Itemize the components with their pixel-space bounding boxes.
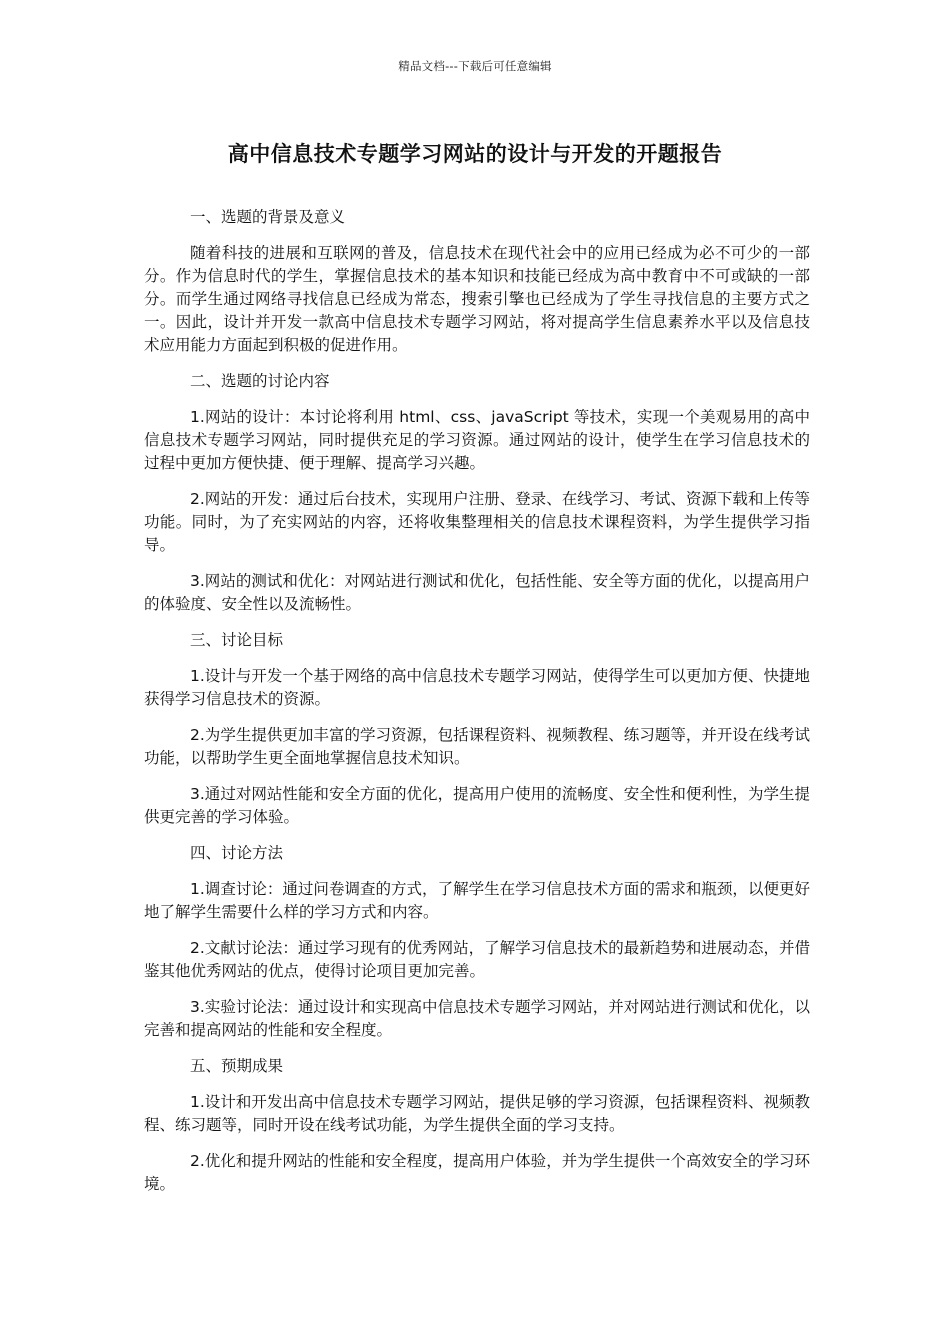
section-research-methods (144, 842, 810, 1042)
section-research-goals (144, 629, 810, 829)
section-heading: 四、讨论方法 (190, 844, 284, 862)
section-heading: 一、选题的背景及意义 (190, 208, 346, 226)
section-heading: 五、预期成果 (190, 1057, 284, 1075)
paragraph: 3.网站的测试和优化：对网站进行测试和优化，包括性能、安全等方面的优化，以提高用户的体验度、安全性以及流畅性。 (144, 572, 810, 613)
section-expected-results (144, 1055, 810, 1196)
paragraph: 随着科技的进展和互联网的普及，信息技术在现代社会中的应用已经成为必不可少的一部分。作为信息时代的学生，掌握信息技术的基本知识和技能已经成为高中教育中不可或缺的一部分。而学生通过网络寻找信息已经成为常态，搜索引擎也已经成为了学生寻找信息的主要方式之一。因此，设计并开发一款高中信息技术专题学习网站，将对提高学生信息素养水平以及信息技术应用能力方面起到积极的促进作用。 (144, 244, 810, 354)
paragraph: 1.设计和开发出高中信息技术专题学习网站，提供足够的学习资源，包括课程资料、视频教程、练习题等，同时开设在线考试功能，为学生提供全面的学习支持。 (144, 1093, 810, 1134)
paragraph: 1.设计与开发一个基于网络的高中信息技术专题学习网站，使得学生可以更加方便、快捷地获得学习信息技术的资源。 (144, 667, 810, 708)
document-body (144, 206, 810, 1209)
paragraph: 3.通过对网站性能和安全方面的优化，提高用户使用的流畅度、安全性和便利性，为学生提供更完善的学习体验。 (144, 785, 810, 826)
paragraph: 2.优化和提升网站的性能和安全程度，提高用户体验，并为学生提供一个高效安全的学习环境。 (144, 1152, 810, 1193)
paragraph: 2.网站的开发：通过后台技术，实现用户注册、登录、在线学习、考试、资源下载和上传等功能。同时，为了充实网站的内容，还将收集整理相关的信息技术课程资料，为学生提供学习指导。 (144, 490, 810, 554)
section-heading: 二、选题的讨论内容 (190, 372, 330, 390)
paragraph: 2.为学生提供更加丰富的学习资源，包括课程资料、视频教程、练习题等，并开设在线考试功能，以帮助学生更全面地掌握信息技术知识。 (144, 726, 810, 767)
header-note: 精品文档---下载后可任意编辑 (398, 59, 552, 73)
document-title: 高中信息技术专题学习网站的设计与开发的开题报告 (227, 142, 723, 166)
section-background (144, 206, 810, 357)
section-research-content (144, 370, 810, 616)
paragraph: 3.实验讨论法：通过设计和实现高中信息技术专题学习网站，并对网站进行测试和优化，以完善和提高网站的性能和安全程度。 (144, 998, 810, 1039)
section-heading: 三、讨论目标 (190, 631, 284, 649)
paragraph: 1.调查讨论：通过问卷调查的方式，了解学生在学习信息技术方面的需求和瓶颈，以便更好地了解学生需要什么样的学习方式和内容。 (144, 880, 810, 921)
paragraph: 1.网站的设计：本讨论将利用 html、css、javaScript 等技术，实现一个美观易用的高中信息技术专题学习网站，同时提供充足的学习资源。通过网站的设计，使学生在学习信息技术的过程中更加方便快捷、便于理解、提高学习兴趣。 (144, 408, 810, 472)
paragraph: 2.文献讨论法：通过学习现有的优秀网站，了解学习信息技术的最新趋势和进展动态，并借鉴其他优秀网站的优点，使得讨论项目更加完善。 (144, 939, 810, 980)
